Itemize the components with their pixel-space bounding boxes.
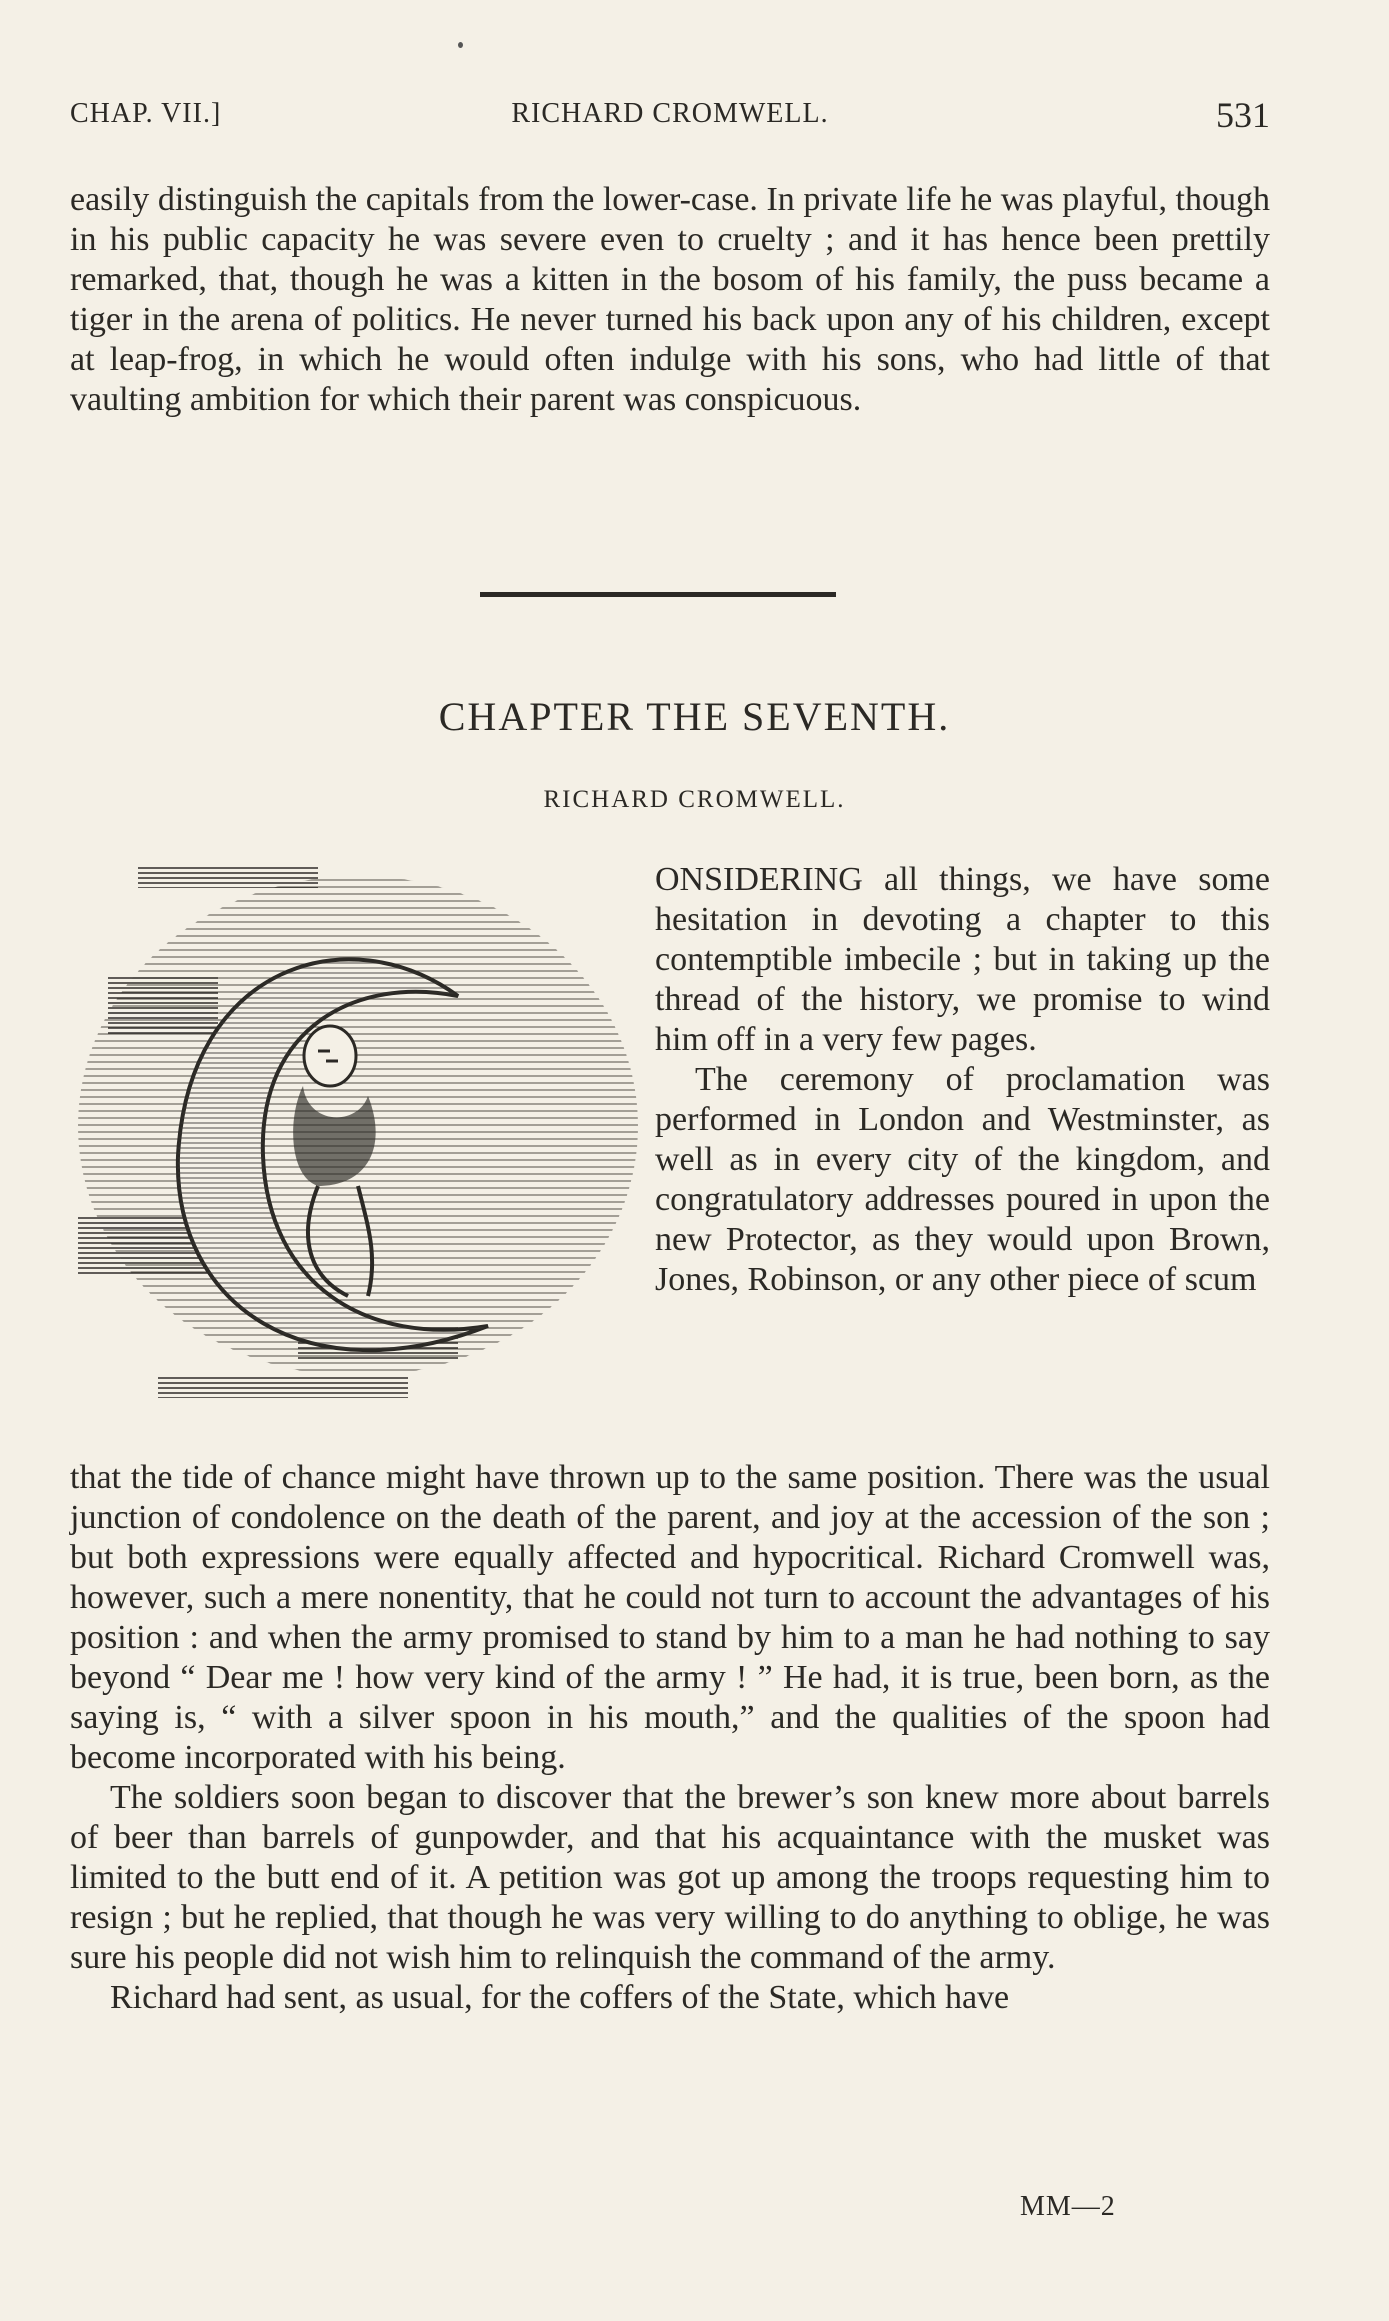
header-running-title: RICHARD CROMWELL. [511, 98, 829, 129]
body-paragraph-1: that the tide of chance might have thrown up to the same position. There was the usual junction of condolence on the death of the parent, and joy at the accession of the son ; but both expressions were equally affected and hypocritical. Richard Cromwell was, however, such a mere nonentity, that he could not turn to account the advantages of his position : and when the army promised to stand by him to a man he had nothing to say beyond “ Dear me ! how very kind of the army ! ” He had, it is true, been born, as the saying is, “ with a silver spoon in his mouth,” and the qualities of the spoon had become incorporated with his being. [70, 1459, 1270, 1776]
wrapped-paragraph-2: The ceremony of proclamation was performed in London and Westminster, as well as in every city of the kingdom, and congratulatory addresses poured in upon the new Protector, as they would upon Brown, Jones, Robinson, or any other piece of scum [655, 1061, 1270, 1298]
wrapped-text-block [655, 860, 1270, 1300]
wrapped-paragraph-1: ONSIDERING all things, we have some hesitation in devoting a chapter to this contemptible imbecile ; but in taking up the thread of the history, we promise to wind him off in a very few pages. [655, 861, 1270, 1058]
chapter-title: CHAPTER THE SEVENTH. [438, 694, 951, 739]
body-paragraph-3: Richard had sent, as usual, for the coffers of the State, which have [110, 1979, 1010, 2016]
crescent-moon-drop-cap-icon [68, 856, 638, 1436]
body-paragraph-2: The soldiers soon began to discover that the brewer’s son knew more about barrels of beer than barrels of gunpowder, and that his acquaintance with the musket was limited to the butt end of it. A petition was got up among the troops requesting him to resign ; but he replied, that though he was very willing to do anything to oblige, he was sure his people did not wish him to relinquish the command of the army. [70, 1779, 1270, 1976]
illustrated-initial-c [68, 856, 638, 1436]
opening-paragraph-text: easily distinguish the capitals from the lower-case. In private life he was playful, though in his public capacity he was severe even to cruelty ; and it has hence been prettily remarked, that, though he was a kitten in the bosom of his family, the puss became a tiger in the arena of politics. He never turned his back upon any of his children, except at leap-frog, in which he would often indulge with his sons, who had little of that vaulting ambition for which their parent was conspicuous. [70, 181, 1270, 418]
chapter-subtitle: RICHARD CROMWELL. [543, 786, 846, 813]
printer-signature-mark: MM—2 [1020, 2191, 1116, 2222]
page-number: 531 [1216, 95, 1270, 135]
running-header [70, 95, 1270, 142]
opening-paragraph [70, 180, 1270, 420]
section-divider-rule [480, 592, 836, 597]
header-chapter-label: CHAP. VII.] [70, 98, 222, 129]
main-body-text [70, 1458, 1270, 2018]
ink-speck [458, 42, 463, 48]
